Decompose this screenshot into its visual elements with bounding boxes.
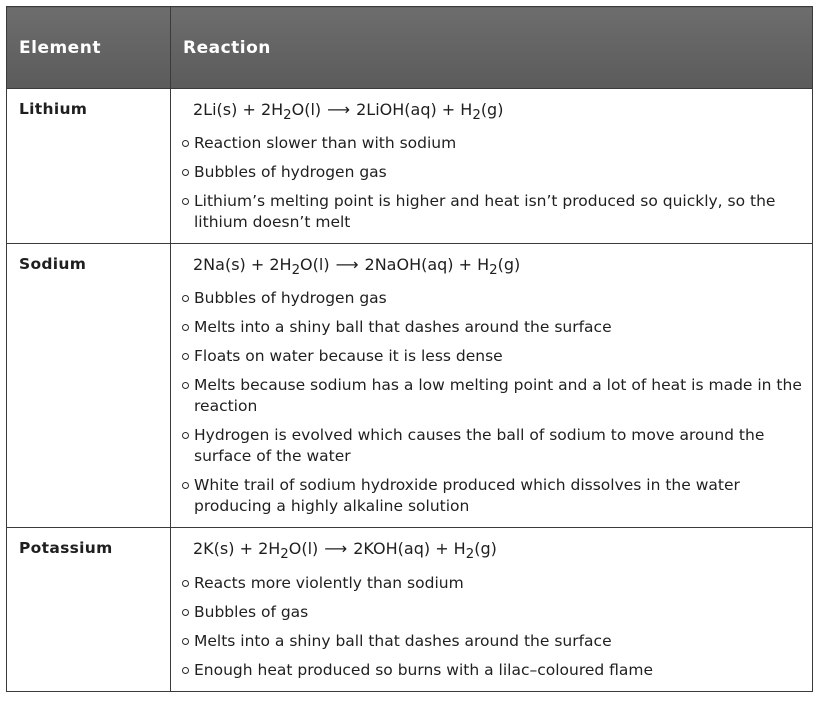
subscript: 2 bbox=[472, 108, 481, 124]
equation-reactants: O(l) bbox=[288, 539, 319, 559]
reaction-equation bbox=[193, 538, 802, 565]
reaction-arrow-icon: ⟶ bbox=[324, 539, 348, 559]
header-reaction: Reaction bbox=[171, 7, 813, 89]
equation-products: (g) bbox=[480, 100, 504, 119]
reactions-table bbox=[6, 6, 813, 692]
equation-reactants: 2K(s) + 2H bbox=[193, 539, 281, 559]
observation-list bbox=[181, 288, 802, 517]
list-item: Reaction slower than with sodium bbox=[181, 133, 802, 154]
subscript: 2 bbox=[291, 263, 301, 279]
element-name: Sodium bbox=[7, 244, 171, 528]
equation-products: 2LiOH(aq) + H bbox=[356, 100, 473, 119]
subscript: 2 bbox=[283, 108, 292, 124]
equation-products: 2KOH(aq) + H bbox=[353, 539, 466, 559]
reaction-equation bbox=[193, 99, 802, 126]
list-item: White trail of sodium hydroxide produced which dissolves in the water producing a highly alkaline solution bbox=[181, 475, 802, 517]
reaction-arrow-icon: ⟶ bbox=[335, 255, 359, 275]
list-item: Bubbles of gas bbox=[181, 602, 802, 623]
equation-reactants: O(l) bbox=[291, 100, 322, 119]
table-row bbox=[7, 528, 813, 691]
reaction-arrow-icon: ⟶ bbox=[327, 100, 351, 119]
header-row bbox=[7, 7, 813, 89]
observation-list bbox=[181, 573, 802, 681]
observation-list bbox=[181, 133, 802, 233]
reaction-cell bbox=[171, 244, 813, 528]
list-item: Melts into a shiny ball that dashes around the surface bbox=[181, 317, 802, 338]
list-item: Melts into a shiny ball that dashes around the surface bbox=[181, 631, 802, 652]
subscript: 2 bbox=[280, 547, 289, 563]
element-name: Lithium bbox=[7, 89, 171, 244]
reaction-cell bbox=[171, 89, 813, 244]
list-item: Bubbles of hydrogen gas bbox=[181, 162, 802, 183]
equation-products: (g) bbox=[497, 255, 521, 275]
list-item: Reacts more violently than sodium bbox=[181, 573, 802, 594]
reaction-equation bbox=[193, 254, 802, 281]
equation-products: (g) bbox=[474, 539, 497, 559]
header-element: Element bbox=[7, 7, 171, 89]
subscript: 2 bbox=[465, 547, 475, 563]
list-item: Hydrogen is evolved which causes the ball of sodium to move around the surface of the water bbox=[181, 425, 802, 467]
equation-reactants: 2Na(s) + 2H bbox=[193, 255, 292, 275]
list-item: Bubbles of hydrogen gas bbox=[181, 288, 802, 309]
element-name: Potassium bbox=[7, 528, 171, 691]
subscript: 2 bbox=[489, 263, 498, 279]
table-row bbox=[7, 89, 813, 244]
list-item: Melts because sodium has a low melting point and a lot of heat is made in the reaction bbox=[181, 375, 802, 417]
equation-reactants: 2Li(s) + 2H bbox=[193, 100, 284, 119]
equation-reactants: O(l) bbox=[300, 255, 330, 275]
list-item: Floats on water because it is less dense bbox=[181, 346, 802, 367]
equation-products: 2NaOH(aq) + H bbox=[364, 255, 490, 275]
table-row bbox=[7, 244, 813, 528]
list-item: Lithium’s melting point is higher and heat isn’t produced so quickly, so the lithium doesn’t melt bbox=[181, 191, 802, 233]
list-item: Enough heat produced so burns with a lilac–coloured flame bbox=[181, 660, 802, 681]
reaction-cell bbox=[171, 528, 813, 691]
